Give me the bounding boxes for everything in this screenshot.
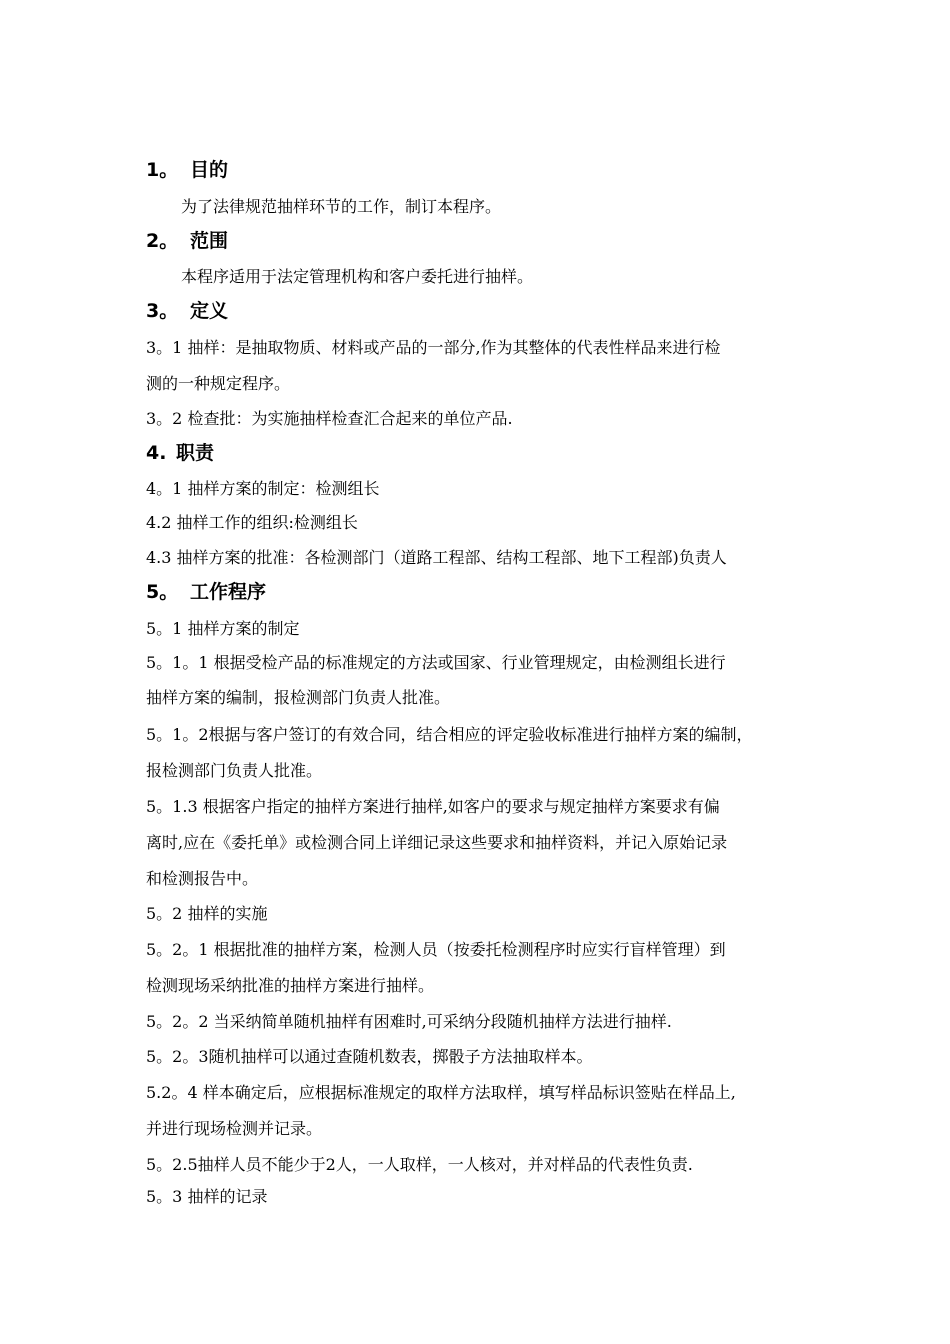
definition-3-1-line-2: 测的一种规定程序。 (146, 374, 291, 393)
procedure-5-2-2: 5。2。2 当采纳简单随机抽样有困难时,可采纳分段随机抽样方法进行抽样. (146, 1012, 672, 1031)
procedure-5-1-2-line-1: 5。1。2根据与客户签订的有效合同，结合相应的评定验收标准进行抽样方案的编制， (146, 725, 753, 744)
section-2-number: 2。 (146, 230, 179, 252)
section-3-heading (146, 299, 228, 323)
duty-4-2: 4.2 抽样工作的组织:检测组长 (146, 513, 358, 532)
definition-3-1-line-1: 3。1 抽样：是抽取物质、材料或产品的一部分,作为其整体的代表性样品来进行检 (146, 338, 721, 357)
section-5-title: 工作程序 (190, 581, 267, 603)
procedure-5-2-1-line-2: 检测现场采纳批准的抽样方案进行抽样。 (146, 976, 435, 995)
procedure-5-1-2-line-2: 报检测部门负责人批准。 (146, 761, 323, 780)
procedure-5-2-4-line-2: 并进行现场检测并记录。 (146, 1119, 323, 1138)
procedure-5-1-1-line-1: 5。1。1 根据受检产品的标准规定的方法或国家、行业管理规定，由检测组长进行 (146, 653, 726, 672)
procedure-5-1-3-line-3: 和检测报告中。 (146, 869, 259, 888)
section-3-number: 3。 (146, 300, 179, 322)
procedure-5-1-3-line-2: 离时,应在《委托单》或检测合同上详细记录这些要求和抽样资料，并记入原始记录 (146, 833, 728, 852)
section-2-heading (146, 229, 228, 253)
procedure-5-1-1-line-2: 抽样方案的编制，报检测部门负责人批准。 (146, 688, 451, 707)
procedure-5-1-3-line-1: 5。1.3 根据客户指定的抽样方案进行抽样,如客户的要求与规定抽样方案要求有偏 (146, 797, 720, 816)
procedure-5-3: 5。3 抽样的记录 (146, 1187, 268, 1206)
section-5-number: 5。 (146, 581, 179, 603)
duty-4-3: 4.3 抽样方案的批准：各检测部门（道路工程部、结构工程部、地下工程部)负责人 (146, 548, 727, 567)
procedure-5-2-1-line-1: 5。2。1 根据批准的抽样方案，检测人员（按委托检测程序时应实行盲样管理）到 (146, 940, 726, 959)
section-2-body: 本程序适用于法定管理机构和客户委托进行抽样。 (181, 267, 534, 286)
section-4-title: 职责 (176, 442, 215, 464)
section-1-heading (146, 158, 228, 182)
definition-3-2: 3。2 检查批：为实施抽样检查汇合起来的单位产品. (146, 409, 513, 428)
section-4-heading (146, 441, 214, 465)
procedure-5-1: 5。1 抽样方案的制定 (146, 619, 300, 638)
section-1-number: 1。 (146, 159, 179, 181)
procedure-5-2-5: 5。2.5抽样人员不能少于2人，一人取样，一人核对，并对样品的代表性负责. (146, 1155, 693, 1174)
duty-4-1: 4。1 抽样方案的制定：检测组长 (146, 479, 380, 498)
section-2-title: 范围 (190, 230, 229, 252)
section-3-title: 定义 (190, 300, 229, 322)
section-1-title: 目的 (190, 159, 229, 181)
procedure-5-2-4-line-1: 5.2。4 样本确定后，应根据标准规定的取样方法取样，填写样品标识签贴在样品上, (146, 1083, 736, 1102)
section-4-number: 4. (146, 442, 167, 464)
section-5-heading (146, 580, 266, 604)
procedure-5-2-3: 5。2。3随机抽样可以通过查随机数表，掷骰子方法抽取样本。 (146, 1047, 593, 1066)
procedure-5-2: 5。2 抽样的实施 (146, 904, 268, 923)
section-1-body: 为了法律规范抽样环节的工作，制订本程序。 (181, 197, 502, 216)
